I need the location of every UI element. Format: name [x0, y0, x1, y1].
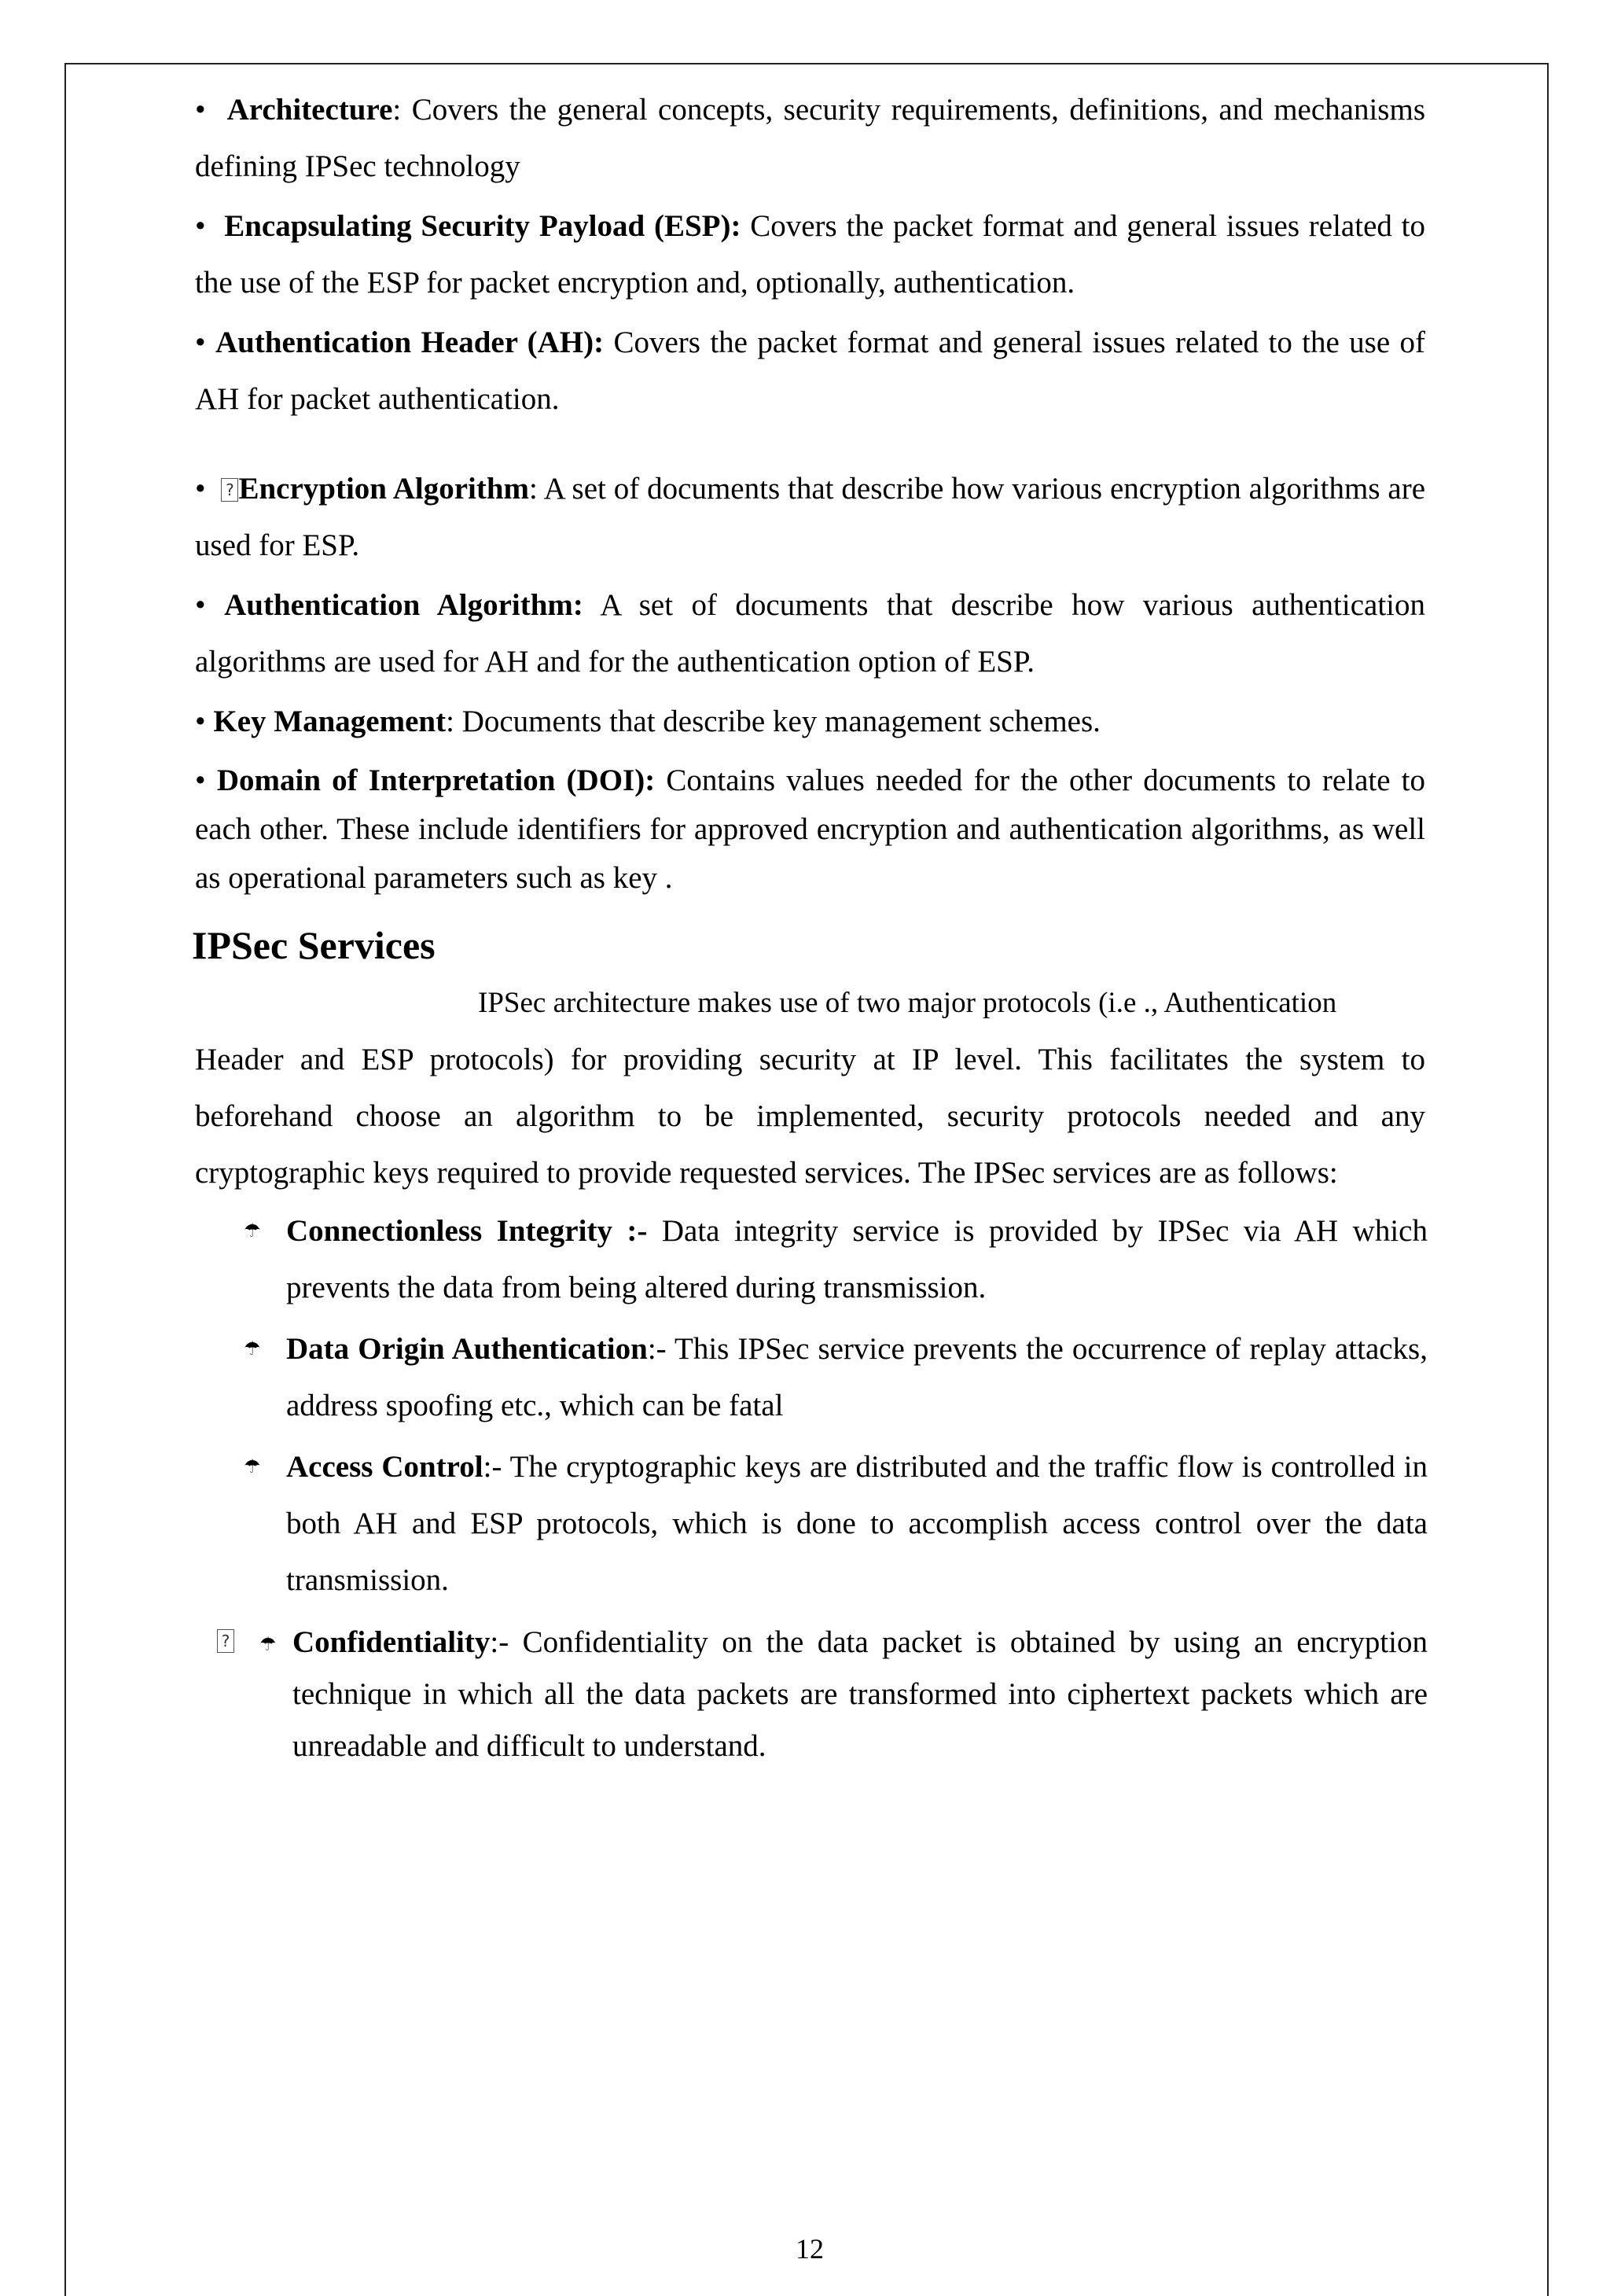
umbrella-bullet-icon: ☂: [259, 1633, 277, 1655]
doc-item-encryption-algorithm: • ? Encryption Algorithm: A set of documents that describe how various encryption algorithms are used for ESP.: [195, 472, 1426, 562]
service-item: ☂ Data Origin Authentication:- This IPSec service prevents the occurrence of replay attacks, address spoofing etc., which can be fatal: [244, 1332, 1428, 1422]
doc-item-authentication-algorithm: • Authentication Algorithm: A set of documents that describe how various authentication algorithms are used for AH and for the authentication option of ESP.: [195, 588, 1426, 679]
doc-item-term: Encapsulating Security Payload (ESP):: [224, 209, 741, 243]
doc-item-term: Key Management: [213, 705, 447, 738]
service-item: [244, 1203, 1428, 1316]
doc-item-text: Documents that describe key management schemes.: [454, 705, 1101, 738]
umbrella-bullet-icon: ☂: [244, 1337, 261, 1360]
page-number: 12: [796, 2233, 824, 2265]
doc-item-text: Covers the packet format and general issues related to the use of AH for packet authentication.: [195, 326, 1426, 416]
doc-item-term: Encryption Algorithm: [238, 472, 530, 506]
service-item: ? ☂ Confidentiality:- Confidentiality on the data packet is obtained by using an encryption technique in which all the data packets are transformed into ciphertext packets which are unreadable and difficult to understand.: [292, 1617, 1428, 1772]
doc-item-term: Authentication Header (AH):: [215, 326, 605, 359]
doc-items-block: [195, 82, 1425, 903]
service-term: Connectionless Integrity :-: [286, 1214, 648, 1248]
missing-glyph-icon: ?: [217, 1629, 234, 1653]
doc-item-ah: • Authentication Header (AH): Covers the packet format and general issues related to the use of AH for packet authentication.: [195, 326, 1426, 416]
doc-item-term: Domain of Interpretation (DOI):: [216, 763, 656, 797]
umbrella-bullet-icon: ☂: [244, 1455, 261, 1477]
doc-item-text: Covers the packet format and general issues related to the use of the ESP for packet encryption and, optionally, authentication.: [195, 209, 1425, 300]
doc-item-text: A set of documents that describe how various encryption algorithms are used for ESP.: [195, 472, 1426, 562]
intro-first-line: IPSec architecture makes use of two major protocols (i.e ., Authentication: [478, 987, 1337, 1019]
service-text: Data integrity service is provided by IPSec via AH which prevents the data from being altered during transmission.: [286, 1214, 1428, 1304]
service-text: This IPSec service prevents the occurrence of replay attacks, address spoofing etc., which can be fatal: [286, 1332, 1428, 1422]
doc-item-text: Covers the general concepts, security requirements, definitions, and mechanisms defining IPSec technology: [195, 93, 1425, 183]
section-intro: [195, 975, 1425, 1201]
service-item: ☂ Access Control:- The cryptographic keys are distributed and the traffic flow is controlled in both AH and ESP protocols, which is done to accomplish access control over the data transmission.: [244, 1450, 1428, 1597]
doc-item-architecture: • Architecture: Covers the general concepts, security requirements, definitions, and mechanisms defining IPSec technology: [195, 93, 1425, 183]
intro-body: Header and ESP protocols) for providing security at IP level. This facilitates the system to beforehand choose an algorithm to be implemented, security protocols needed and any cryptographic keys required to provide requested services. The IPSec services are as follows:: [195, 1043, 1425, 1190]
service-term: Confidentiality: [292, 1625, 491, 1659]
missing-glyph-icon: ?: [221, 478, 238, 502]
service-term: Data Origin Authentication: [286, 1332, 648, 1366]
doc-item-esp: • Encapsulating Security Payload (ESP): Covers the packet format and general issues related to the use of the ESP for packet encryption and, optionally, authentication.: [195, 209, 1425, 300]
doc-item-term: Authentication Algorithm:: [224, 588, 583, 622]
doc-item-key-management: • Key Management: Documents that describe key management schemes.: [195, 705, 1101, 738]
umbrella-bullet-icon: ☂: [244, 1220, 261, 1242]
service-text: Confidentiality on the data packet is obtained by using an encryption technique in which all the data packets are transformed into ciphertext packets which are unreadable and difficult to understand.: [292, 1625, 1428, 1763]
section-heading: IPSec Services: [192, 923, 436, 967]
service-term: Access Control: [286, 1450, 483, 1484]
doc-item-doi: • Domain of Interpretation (DOI): Contains values needed for the other documents to relate to each other. These include identifiers for approved encryption and authentication algorithms, as well as operational parameters such as key .: [195, 763, 1426, 895]
doc-item-term: Architecture: [226, 93, 393, 127]
doc-item-text: Contains values needed for the other documents to relate to each other. These include identifiers for approved encryption and authentication algorithms, as well as operational parameters such as key .: [195, 763, 1426, 895]
doc-item-text: A set of documents that describe how various authentication algorithms are used for AH and for the authentication option of ESP.: [195, 588, 1426, 679]
service-text: The cryptographic keys are distributed and the traffic flow is controlled in both AH and ESP protocols, which is done to accomplish access control over the data transmission.: [286, 1450, 1428, 1597]
